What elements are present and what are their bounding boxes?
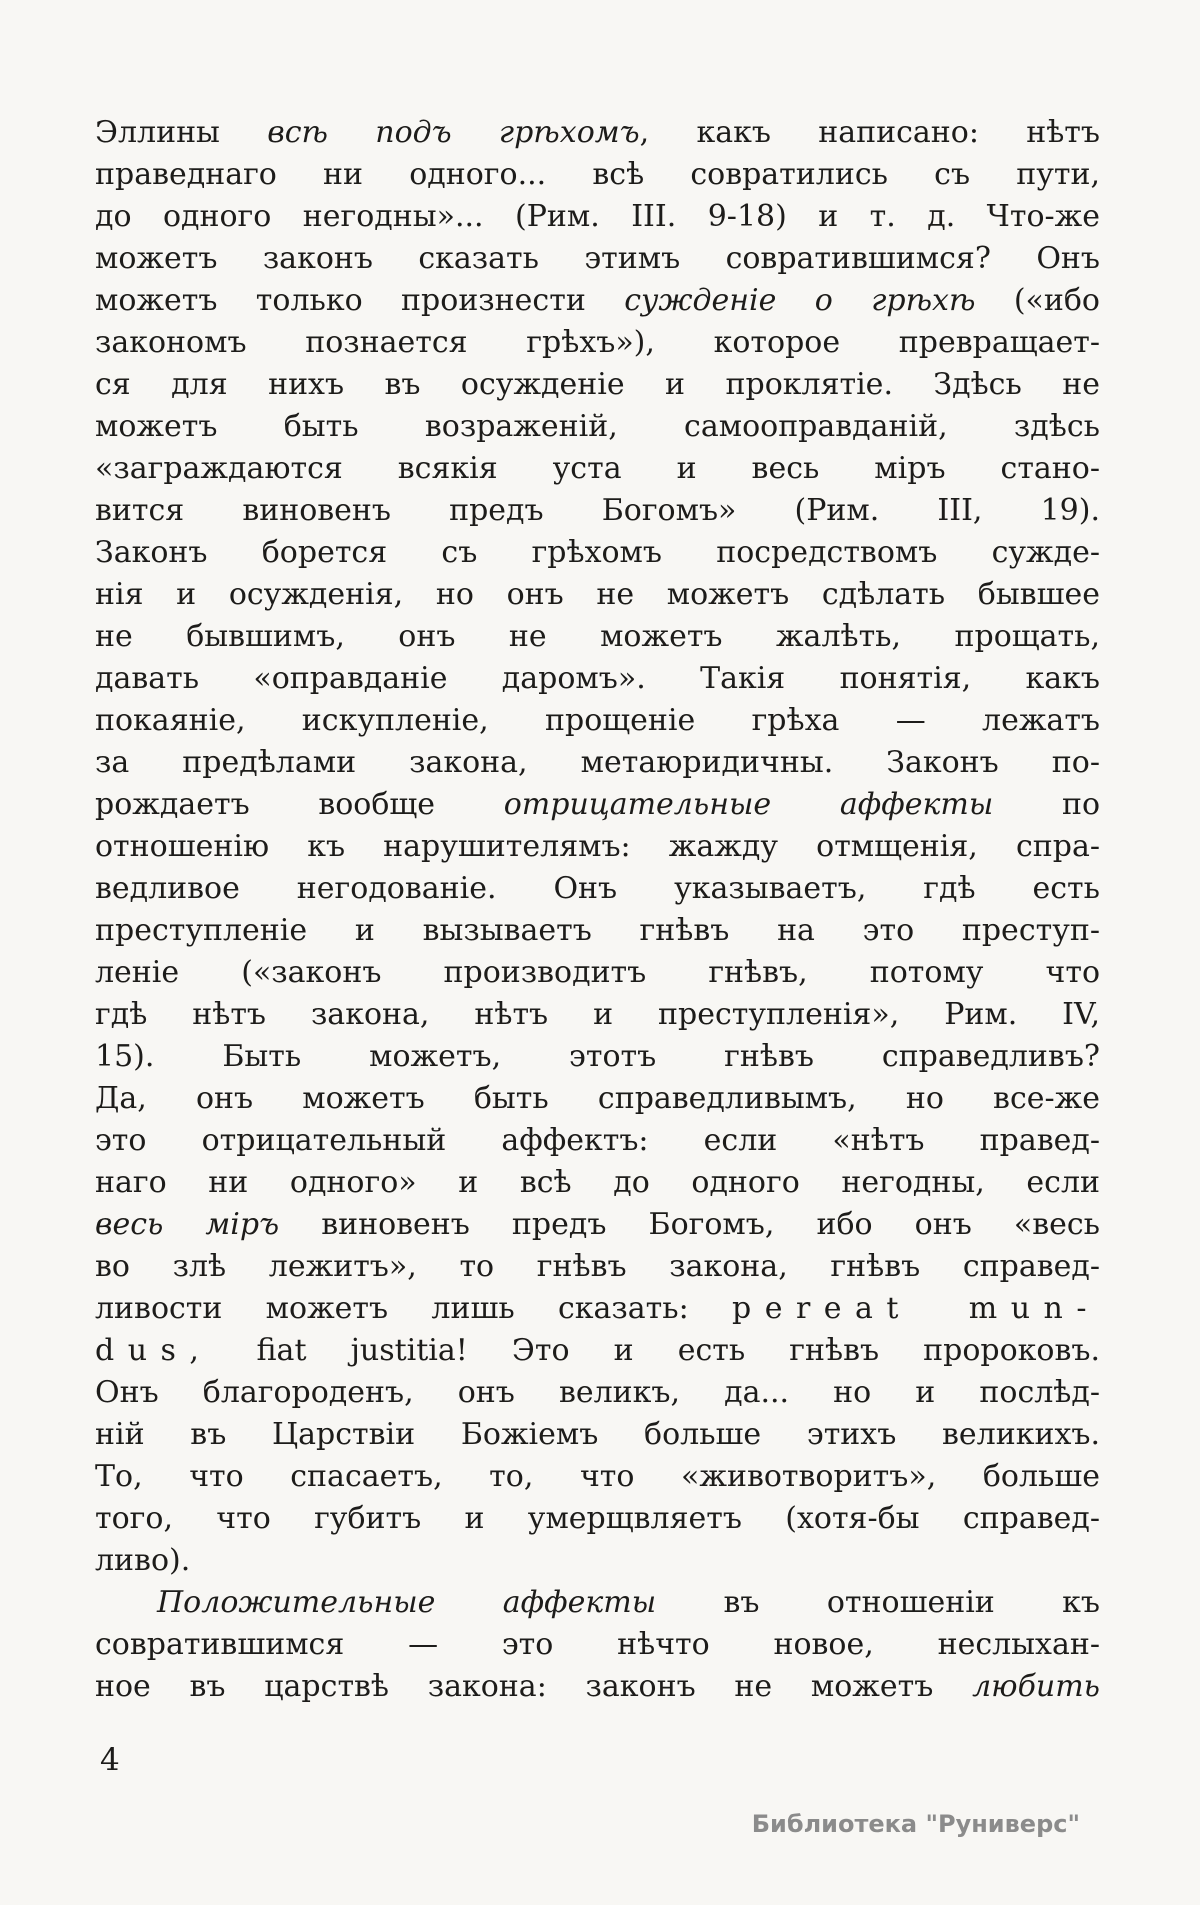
text-line [95,1204,1100,1246]
text-line [95,784,1100,826]
text-line: Да, онъ можетъ быть справедливымъ, но все-же [95,1081,1100,1116]
text-segment-italic: любить [972,1669,1100,1704]
text-segment-latin-spaced: dus, [95,1333,213,1368]
text-line: можетъ быть возраженій, самооправданій, здѣсь [95,409,1100,444]
text-line: за предѣлами закона, метаюридичны. Законъ по- [95,745,1100,780]
text-line: во злѣ лежитъ», то гнѣвъ закона, гнѣвъ справед- [95,1249,1100,1284]
text-line: ливо). [95,1543,191,1578]
text-segment-italic: отрицательные аффекты [503,787,994,822]
text-line [95,280,1100,322]
text-segment: можетъ только произнести [95,283,625,318]
text-segment: виновенъ предъ Богомъ, ибо онъ «весь [279,1207,1100,1242]
text-segment-latin-spaced: pereat mun- [731,1291,1100,1326]
text-line: 15). Быть можетъ, этотъ гнѣвъ справедливъ? [95,1039,1100,1074]
text-line: гдѣ нѣтъ закона, нѣтъ и преступленія», Рим. IV, [95,997,1100,1032]
text-segment-italic: весь міръ [95,1207,280,1242]
text-line: совратившимся — это нѣчто новое, неслыхан- [95,1627,1100,1662]
text-segment: рождаетъ вообще [95,787,504,822]
text-segment: («ибо [975,283,1100,318]
text-line [95,1330,1100,1372]
text-line [95,112,1100,154]
text-segment: по [993,787,1100,822]
text-line: ся для нихъ въ осужденіе и проклятіе. Здѣсь не [95,367,1100,402]
page-number: 4 [100,1742,120,1778]
text-segment-italic: сужденіе о грѣхѣ [624,283,976,318]
text-line: леніе («законъ производитъ гнѣвъ, потому что [95,955,1100,990]
text-line: покаяніе, искупленіе, прощеніе грѣха — лежатъ [95,703,1100,738]
text-line: это отрицательный аффектъ: если «нѣтъ правед- [95,1123,1100,1158]
text-segment-italic: всѣ подъ грѣхомъ [267,115,640,150]
text-segment: , какъ написано: нѣтъ [639,115,1100,150]
text-segment: ное въ царствѣ закона: законъ не можетъ [95,1669,973,1704]
text-line: до одного негодны»... (Рим. III. 9-18) и т. д. Что-же [95,199,1100,234]
text-segment: ливости можетъ лишь сказать: [95,1291,732,1326]
text-line: ведливое негодованіе. Онъ указываетъ, гдѣ есть [95,871,1100,906]
text-line: ній въ Царствіи Божіемъ больше этихъ великихъ. [95,1417,1100,1452]
library-watermark: Библиотека "Руниверс" [751,1810,1080,1838]
text-line [95,1666,1100,1708]
text-line: не бывшимъ, онъ не можетъ жалѣть, прощать, [95,619,1100,654]
text-line: «заграждаются всякія уста и весь міръ стано- [95,451,1100,486]
text-line: закономъ познается грѣхъ»), которое превращает- [95,325,1100,360]
text-line: нія и осужденія, но онъ не можетъ сдѣлать бывшее [95,577,1100,612]
page-text [95,112,1100,1708]
text-line: Законъ борется съ грѣхомъ посредствомъ сужде- [95,535,1100,570]
text-line: вится виновенъ предъ Богомъ» (Рим. III, 19). [95,493,1100,528]
text-segment: fiat justitia! Это и есть гнѣвъ пророковъ. [212,1333,1100,1368]
text-segment: въ отношеніи къ [656,1585,1100,1620]
text-line [95,1582,1100,1624]
text-line: давать «оправданіе даромъ». Такія понятія, какъ [95,661,1100,696]
text-line: наго ни одного» и всѣ до одного негодны, если [95,1165,1100,1200]
text-line: того, что губитъ и умерщвляетъ (хотя-бы справед- [95,1501,1100,1536]
text-line: отношенію къ нарушителямъ: жажду отмщенія, спра- [95,829,1100,864]
text-segment: Эллины [95,115,268,150]
text-line: Онъ благороденъ, онъ великъ, да... но и послѣд- [95,1375,1100,1410]
text-line: То, что спасаетъ, то, что «животворитъ», больше [95,1459,1100,1494]
text-line [95,1288,1100,1330]
text-line: можетъ законъ сказать этимъ совратившимся? Онъ [95,241,1100,276]
text-line: праведнаго ни одного... всѣ совратились съ пути, [95,157,1100,192]
text-line: преступленіе и вызываетъ гнѣвъ на это преступ- [95,913,1100,948]
text-segment-italic: Положительные аффекты [157,1585,657,1620]
